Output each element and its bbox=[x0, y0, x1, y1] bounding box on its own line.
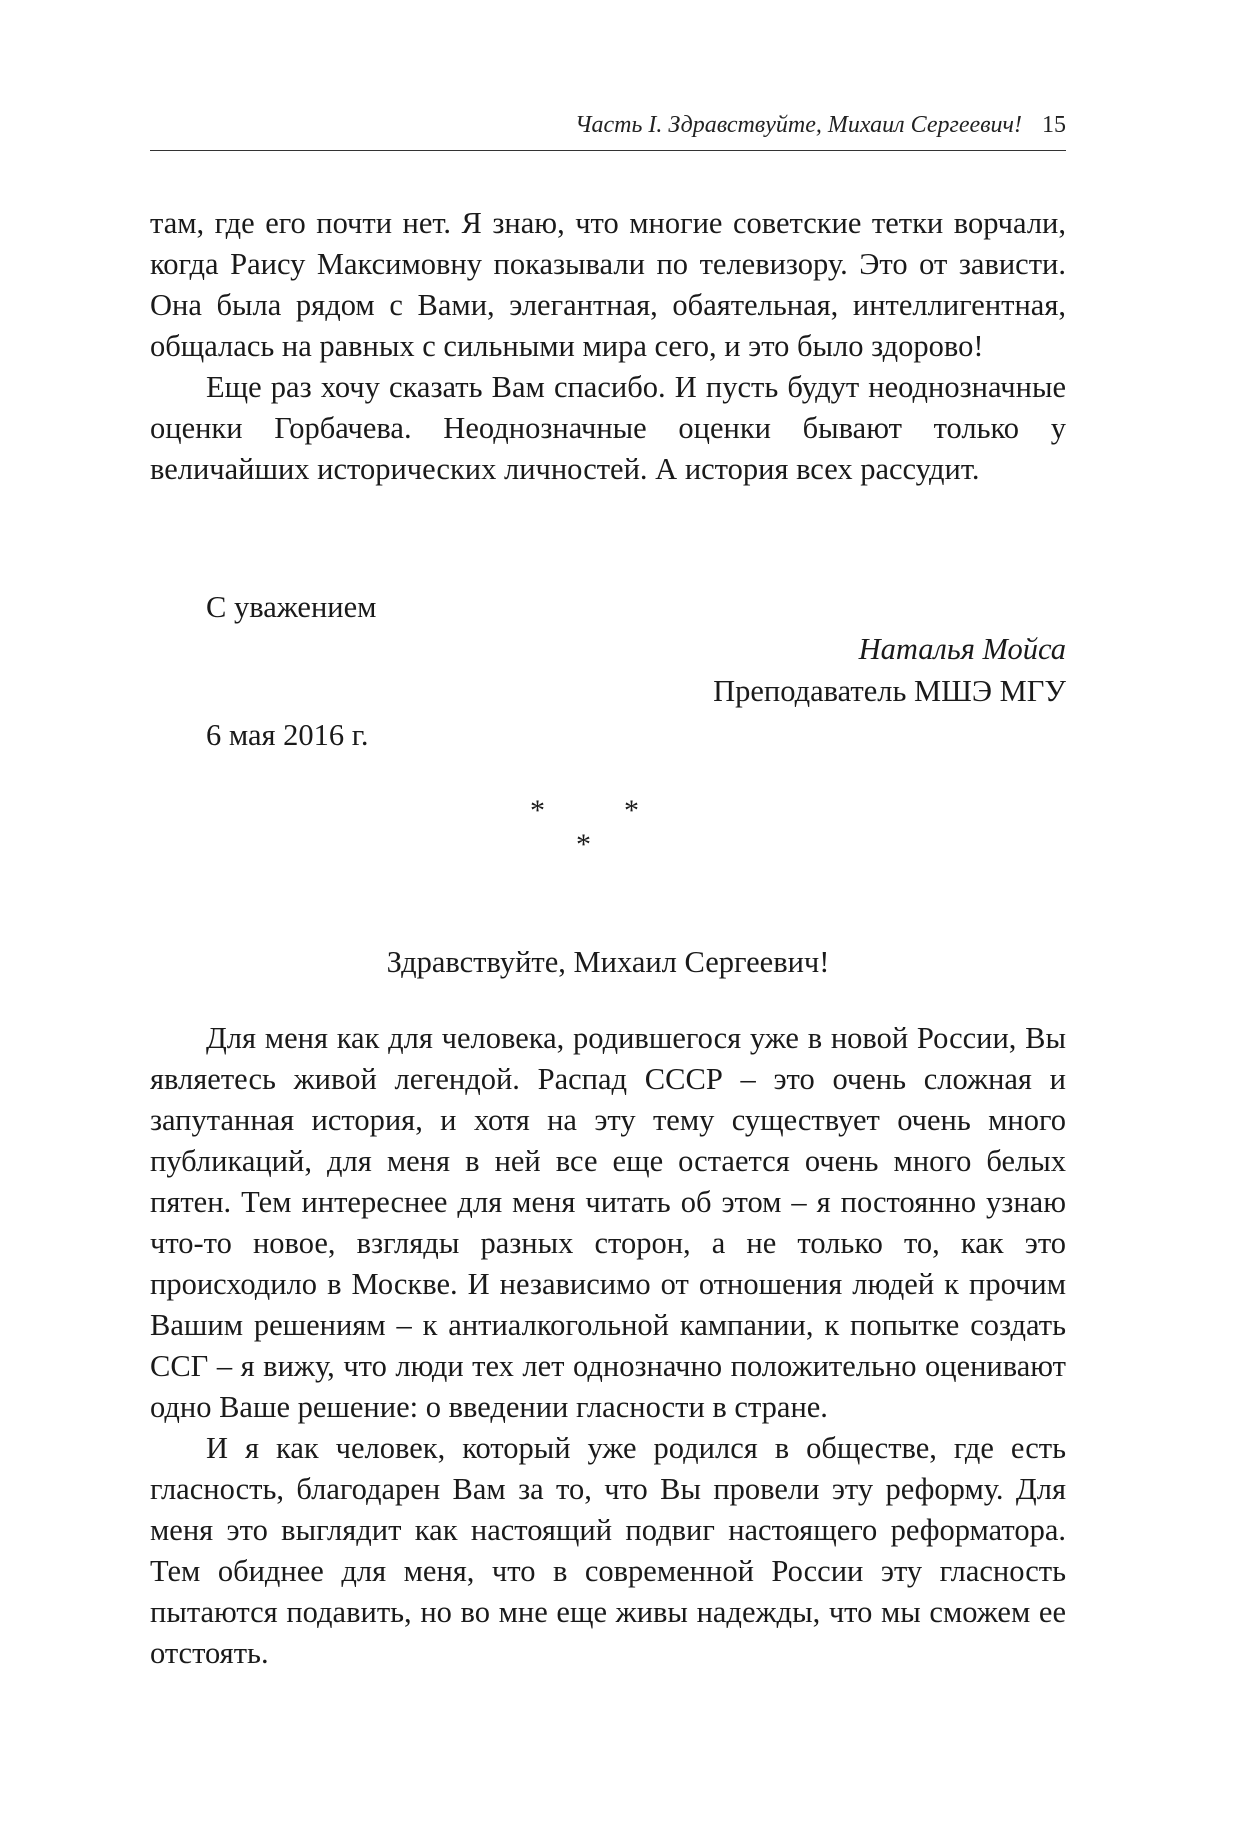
running-header bbox=[150, 112, 1066, 139]
running-title: Часть I. Здравствуйте, Михаил Сергеевич! bbox=[574, 112, 1022, 138]
letter-1-body bbox=[150, 203, 1066, 490]
letter-2-paragraph-2: И я как человек, который уже родился в обществе, где есть гласность, благодарен Вам за то, что Вы провели эту реформу. Для меня это выглядит как настоящий подвиг настоящего реформатора. Тем обиднее для меня, что в современной России эту гласность пытаются подавить, но во мне еще живы надежды, что мы сможем ее отстоять. bbox=[150, 1431, 1066, 1670]
letter-1-author-title: Преподаватель МШЭ МГУ bbox=[713, 674, 1066, 708]
letter-1-date: 6 мая 2016 г. bbox=[206, 718, 369, 752]
letter-2-paragraph-1: Для меня как для человека, родившегося уже в новой России, Вы являетесь живой легендой. Распад СССР – это очень сложная и запутанная история, и хотя на эту тему существует очень много публикаций, для меня в ней все еще остается очень много белых пятен. Тем интереснее для меня читать об этом – я постоянно узнаю что-то новое, взгляды разных сторон, а не только то, как это происходило в Москве. И независимо от отношения людей к прочим Вашим решениям – к антиалкогольной кампании, к попытке создать ССГ – я вижу, что люди тех лет однозначно положительно оценивают одно Ваше решение: о введении гласности в стране. bbox=[150, 1021, 1066, 1424]
separator-star: * bbox=[576, 828, 591, 861]
page-number: 15 bbox=[1042, 112, 1066, 138]
header-rule bbox=[150, 150, 1066, 151]
letter-1-closing: С уважением bbox=[206, 590, 377, 624]
letter-1-paragraph-2: Еще раз хочу сказать Вам спасибо. И пусть будут неоднозначные оценки Горбачева. Неоднозначные оценки бывают только у величайших исторических личностей. А история всех рассудит. bbox=[150, 370, 1066, 486]
separator-star: * bbox=[624, 794, 639, 827]
letter-2-body bbox=[150, 1018, 1066, 1674]
letter-1-paragraph-continued: там, где его почти нет. Я знаю, что многие советские тетки ворчали, когда Раису Максимовну показывали по телевизору. Это от зависти. Она была рядом с Вами, элегантная, обаятельная, интеллигентная, общалась на равных с сильными мира сего, и это было здорово! bbox=[150, 206, 1066, 363]
separator-star: * bbox=[530, 794, 545, 827]
letter-2-heading: Здравствуйте, Михаил Сергеевич! bbox=[386, 945, 830, 979]
letter-1-author-name: Наталья Мойса bbox=[858, 632, 1066, 666]
